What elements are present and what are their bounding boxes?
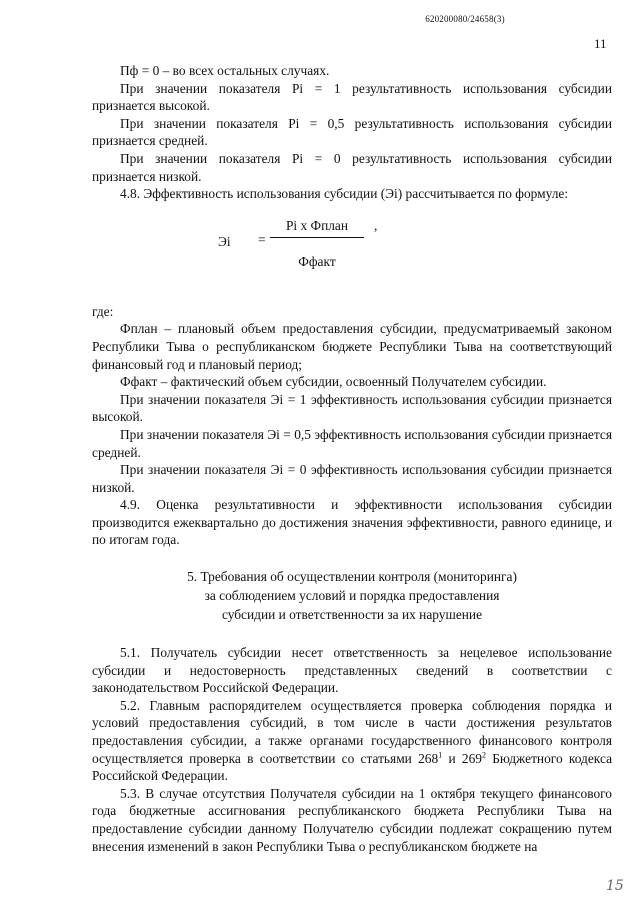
- paragraph-5-1: 5.1. Получатель субсидии несет ответственность за нецелевое использование субсидии и недостоверность представленных сведений в соответствии с законодательством Российской Федерации.: [92, 645, 612, 696]
- section-title-line-1: 5. Требования об осуществлении контроля (мониторинга): [187, 569, 517, 585]
- page-number: 11: [594, 36, 607, 51]
- section-title-line-3: субсидии и ответственности за их нарушение: [221, 607, 483, 623]
- article-268-superscript: 1: [438, 750, 443, 760]
- handwritten-page-mark: 15: [606, 878, 624, 894]
- formula-lhs: Эi: [218, 233, 231, 249]
- paragraph-pf-zero: Пф = 0 – во всех остальных случаях.: [120, 63, 330, 78]
- formula-equals: =: [258, 231, 266, 247]
- definition-fplan: Фплан – плановый объем предоставления субсидии, предусматриваемый законом Республики Тыва о республиканском бюджете Республики Тыва на соответствующий финансовый год и плановый период;: [92, 321, 612, 372]
- section-title-line-2: за соблюдением условий и порядка предоставления: [204, 588, 500, 604]
- where-label: где:: [92, 303, 114, 319]
- formula-denominator: Ффакт: [298, 253, 336, 269]
- paragraph-ei-medium: При значении показателя Эi = 0,5 эффективность использования субсидии признается средней.: [92, 426, 612, 460]
- paragraph-5-2-text-after: Бюджетного кодекса Российской Федерации.: [92, 750, 613, 784]
- paragraph-ei-low: При значении показателя Эi = 0 эффективность использования субсидии признается низкой.: [92, 462, 612, 495]
- formula-numerator: Рi х Фплан: [285, 217, 349, 233]
- paragraph-4-8: 4.8. Эффективность использования субсидии (Эi) рассчитывается по формуле:: [120, 186, 569, 202]
- paragraph-5-2-text-middle: и 269: [442, 750, 482, 766]
- document-body: [92, 62, 612, 855]
- paragraph-4-9: 4.9. Оценка результативности и эффективности использования субсидии производится ежеквартально до достижения значения эффективности, равного единице, и по итогам года.: [92, 497, 612, 548]
- document-code: 620200080/24658(3): [425, 14, 505, 24]
- section-5-title: [92, 567, 612, 624]
- paragraph-5-2-text-before: 5.2. Главным распорядителем осуществляется проверка соблюдения порядка и условий предоставления субсидий, в том числе в части достижения результатов предоставления субсидии, а также органами государственного финансового контроля осуществляется проверка в соответствии со статьями 268: [92, 697, 612, 766]
- formula-comma: ,: [374, 217, 378, 233]
- paragraph-ei-high: При значении показателя Эi = 1 эффективность использования субсидии признается высокой.: [92, 391, 612, 425]
- definition-ffakt: Ффакт – фактический объем субсидии, освоенный Получателем субсидии.: [120, 374, 547, 390]
- paragraph-ri-high: При значении показателя Рi = 1 результативность использования субсидии признается высокой.: [92, 80, 612, 114]
- paragraph-ri-low: При значении показателя Рi = 0 результативность использования субсидии признается низкой.: [92, 150, 612, 184]
- article-269-superscript: 2: [481, 750, 486, 760]
- paragraph-5-3: 5.3. В случае отсутствия Получателя субсидии на 1 октября текущего финансового года бюджетные ассигнования республиканского бюджета Республики Тыва на предоставление субсидии данному Получателю субсидии подлежат сокращению путем внесения изменений в закон Республики Тыва о республиканском бюджете на: [92, 785, 612, 854]
- paragraph-5-2: [92, 697, 612, 785]
- fraction-line: [270, 237, 364, 238]
- efficiency-formula: [92, 209, 612, 285]
- paragraph-ri-medium: При значении показателя Рi = 0,5 результативность использования субсидии признается средней.: [92, 115, 612, 149]
